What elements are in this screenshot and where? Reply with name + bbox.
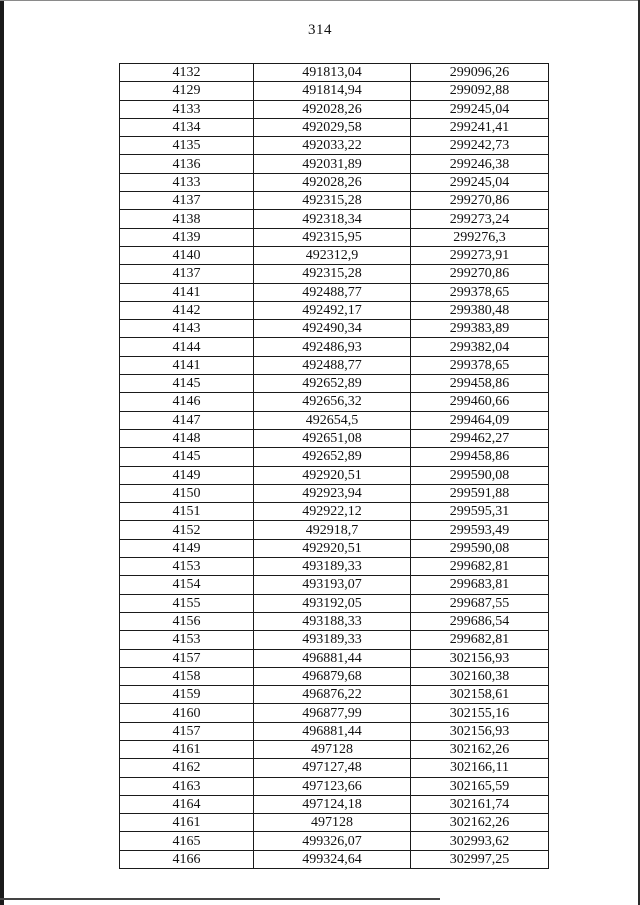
y-coordinate-cell: 302155,16 xyxy=(411,704,549,722)
y-coordinate-cell: 302162,26 xyxy=(411,740,549,758)
y-coordinate-cell: 299683,81 xyxy=(411,576,549,594)
point-number-cell: 4158 xyxy=(120,667,254,685)
table-row xyxy=(120,722,549,740)
table-row xyxy=(120,832,549,850)
y-coordinate-cell: 299458,86 xyxy=(411,375,549,393)
table-row xyxy=(120,192,549,210)
x-coordinate-cell: 496881,44 xyxy=(254,649,411,667)
x-coordinate-cell: 492031,89 xyxy=(254,155,411,173)
x-coordinate-cell: 496879,68 xyxy=(254,667,411,685)
point-number-cell: 4145 xyxy=(120,448,254,466)
y-coordinate-cell: 299593,49 xyxy=(411,521,549,539)
y-coordinate-cell: 299270,86 xyxy=(411,192,549,210)
y-coordinate-cell: 302165,59 xyxy=(411,777,549,795)
point-number-cell: 4133 xyxy=(120,173,254,191)
table-row xyxy=(120,265,549,283)
point-number-cell: 4136 xyxy=(120,155,254,173)
table-row xyxy=(120,137,549,155)
y-coordinate-cell: 299245,04 xyxy=(411,173,549,191)
table-row xyxy=(120,704,549,722)
point-number-cell: 4164 xyxy=(120,795,254,813)
point-number-cell: 4141 xyxy=(120,283,254,301)
point-number-cell: 4153 xyxy=(120,558,254,576)
x-coordinate-cell: 493189,33 xyxy=(254,631,411,649)
table-row xyxy=(120,393,549,411)
point-number-cell: 4157 xyxy=(120,649,254,667)
y-coordinate-cell: 299245,04 xyxy=(411,100,549,118)
point-number-cell: 4165 xyxy=(120,832,254,850)
y-coordinate-cell: 299380,48 xyxy=(411,301,549,319)
x-coordinate-cell: 499324,64 xyxy=(254,850,411,868)
table-row xyxy=(120,320,549,338)
table-row xyxy=(120,411,549,429)
point-number-cell: 4149 xyxy=(120,539,254,557)
x-coordinate-cell: 497123,66 xyxy=(254,777,411,795)
x-coordinate-cell: 492318,34 xyxy=(254,210,411,228)
point-number-cell: 4166 xyxy=(120,850,254,868)
x-coordinate-cell: 493192,05 xyxy=(254,594,411,612)
table-row xyxy=(120,558,549,576)
table-row xyxy=(120,594,549,612)
table-row xyxy=(120,539,549,557)
x-coordinate-cell: 492315,95 xyxy=(254,228,411,246)
point-number-cell: 4141 xyxy=(120,356,254,374)
table-row xyxy=(120,686,549,704)
point-number-cell: 4143 xyxy=(120,320,254,338)
point-number-cell: 4161 xyxy=(120,814,254,832)
y-coordinate-cell: 299273,91 xyxy=(411,246,549,264)
point-number-cell: 4148 xyxy=(120,429,254,447)
point-number-cell: 4140 xyxy=(120,246,254,264)
coordinates-table xyxy=(119,63,549,869)
table-row xyxy=(120,210,549,228)
table-row xyxy=(120,64,549,82)
point-number-cell: 4146 xyxy=(120,393,254,411)
point-number-cell: 4133 xyxy=(120,100,254,118)
x-coordinate-cell: 492312,9 xyxy=(254,246,411,264)
point-number-cell: 4154 xyxy=(120,576,254,594)
point-number-cell: 4137 xyxy=(120,265,254,283)
page-top-edge xyxy=(0,0,640,1)
x-coordinate-cell: 492652,89 xyxy=(254,448,411,466)
y-coordinate-cell: 299276,3 xyxy=(411,228,549,246)
table-row xyxy=(120,375,549,393)
table-row xyxy=(120,100,549,118)
x-coordinate-cell: 492654,5 xyxy=(254,411,411,429)
table-row xyxy=(120,521,549,539)
point-number-cell: 4142 xyxy=(120,301,254,319)
y-coordinate-cell: 302993,62 xyxy=(411,832,549,850)
y-coordinate-cell: 302156,93 xyxy=(411,722,549,740)
table-row xyxy=(120,631,549,649)
point-number-cell: 4134 xyxy=(120,118,254,136)
point-number-cell: 4129 xyxy=(120,82,254,100)
x-coordinate-cell: 493188,33 xyxy=(254,612,411,630)
y-coordinate-cell: 299682,81 xyxy=(411,558,549,576)
y-coordinate-cell: 299686,54 xyxy=(411,612,549,630)
point-number-cell: 4163 xyxy=(120,777,254,795)
y-coordinate-cell: 299462,27 xyxy=(411,429,549,447)
y-coordinate-cell: 299241,41 xyxy=(411,118,549,136)
y-coordinate-cell: 299590,08 xyxy=(411,539,549,557)
point-number-cell: 4160 xyxy=(120,704,254,722)
x-coordinate-cell: 497128 xyxy=(254,814,411,832)
table-row xyxy=(120,649,549,667)
point-number-cell: 4150 xyxy=(120,484,254,502)
x-coordinate-cell: 491813,04 xyxy=(254,64,411,82)
table-row xyxy=(120,466,549,484)
x-coordinate-cell: 492486,93 xyxy=(254,338,411,356)
y-coordinate-cell: 302158,61 xyxy=(411,686,549,704)
point-number-cell: 4159 xyxy=(120,686,254,704)
y-coordinate-cell: 299092,88 xyxy=(411,82,549,100)
table-row xyxy=(120,667,549,685)
x-coordinate-cell: 492651,08 xyxy=(254,429,411,447)
table-row xyxy=(120,612,549,630)
point-number-cell: 4161 xyxy=(120,740,254,758)
y-coordinate-cell: 299382,04 xyxy=(411,338,549,356)
table-row xyxy=(120,246,549,264)
y-coordinate-cell: 302160,38 xyxy=(411,667,549,685)
point-number-cell: 4152 xyxy=(120,521,254,539)
x-coordinate-cell: 492028,26 xyxy=(254,173,411,191)
y-coordinate-cell: 299246,38 xyxy=(411,155,549,173)
x-coordinate-cell: 492028,26 xyxy=(254,100,411,118)
y-coordinate-cell: 302997,25 xyxy=(411,850,549,868)
x-coordinate-cell: 492492,17 xyxy=(254,301,411,319)
y-coordinate-cell: 299590,08 xyxy=(411,466,549,484)
point-number-cell: 4144 xyxy=(120,338,254,356)
table-row xyxy=(120,448,549,466)
y-coordinate-cell: 299383,89 xyxy=(411,320,549,338)
table-row xyxy=(120,155,549,173)
point-number-cell: 4132 xyxy=(120,64,254,82)
x-coordinate-cell: 492029,58 xyxy=(254,118,411,136)
x-coordinate-cell: 492652,89 xyxy=(254,375,411,393)
table-row xyxy=(120,228,549,246)
x-coordinate-cell: 497124,18 xyxy=(254,795,411,813)
point-number-cell: 4151 xyxy=(120,503,254,521)
y-coordinate-cell: 299273,24 xyxy=(411,210,549,228)
x-coordinate-cell: 492033,22 xyxy=(254,137,411,155)
x-coordinate-cell: 496877,99 xyxy=(254,704,411,722)
x-coordinate-cell: 496881,44 xyxy=(254,722,411,740)
table-row xyxy=(120,777,549,795)
y-coordinate-cell: 302156,93 xyxy=(411,649,549,667)
y-coordinate-cell: 299595,31 xyxy=(411,503,549,521)
y-coordinate-cell: 299460,66 xyxy=(411,393,549,411)
table-row xyxy=(120,850,549,868)
table-row xyxy=(120,338,549,356)
x-coordinate-cell: 492488,77 xyxy=(254,283,411,301)
x-coordinate-cell: 492918,7 xyxy=(254,521,411,539)
point-number-cell: 4149 xyxy=(120,466,254,484)
point-number-cell: 4156 xyxy=(120,612,254,630)
y-coordinate-cell: 299270,86 xyxy=(411,265,549,283)
x-coordinate-cell: 493193,07 xyxy=(254,576,411,594)
x-coordinate-cell: 491814,94 xyxy=(254,82,411,100)
table-row xyxy=(120,173,549,191)
x-coordinate-cell: 499326,07 xyxy=(254,832,411,850)
point-number-cell: 4145 xyxy=(120,375,254,393)
x-coordinate-cell: 492656,32 xyxy=(254,393,411,411)
table-row xyxy=(120,283,549,301)
table-row xyxy=(120,759,549,777)
y-coordinate-cell: 299378,65 xyxy=(411,283,549,301)
table-row xyxy=(120,484,549,502)
point-number-cell: 4138 xyxy=(120,210,254,228)
x-coordinate-cell: 492488,77 xyxy=(254,356,411,374)
point-number-cell: 4137 xyxy=(120,192,254,210)
table-row xyxy=(120,82,549,100)
y-coordinate-cell: 299591,88 xyxy=(411,484,549,502)
x-coordinate-cell: 497128 xyxy=(254,740,411,758)
y-coordinate-cell: 299682,81 xyxy=(411,631,549,649)
table-row xyxy=(120,356,549,374)
x-coordinate-cell: 492920,51 xyxy=(254,466,411,484)
point-number-cell: 4139 xyxy=(120,228,254,246)
point-number-cell: 4147 xyxy=(120,411,254,429)
y-coordinate-cell: 299464,09 xyxy=(411,411,549,429)
y-coordinate-cell: 299458,86 xyxy=(411,448,549,466)
page-number: 314 xyxy=(308,22,332,38)
coordinates-table-body xyxy=(120,64,549,869)
point-number-cell: 4153 xyxy=(120,631,254,649)
x-coordinate-cell: 492490,34 xyxy=(254,320,411,338)
y-coordinate-cell: 299096,26 xyxy=(411,64,549,82)
table-row xyxy=(120,429,549,447)
x-coordinate-cell: 492315,28 xyxy=(254,192,411,210)
y-coordinate-cell: 299687,55 xyxy=(411,594,549,612)
point-number-cell: 4162 xyxy=(120,759,254,777)
table-row xyxy=(120,301,549,319)
x-coordinate-cell: 492922,12 xyxy=(254,503,411,521)
point-number-cell: 4157 xyxy=(120,722,254,740)
x-coordinate-cell: 492920,51 xyxy=(254,539,411,557)
page-left-edge xyxy=(0,0,4,905)
x-coordinate-cell: 497127,48 xyxy=(254,759,411,777)
table-row xyxy=(120,503,549,521)
table-row xyxy=(120,795,549,813)
x-coordinate-cell: 492315,28 xyxy=(254,265,411,283)
x-coordinate-cell: 492923,94 xyxy=(254,484,411,502)
y-coordinate-cell: 302162,26 xyxy=(411,814,549,832)
x-coordinate-cell: 496876,22 xyxy=(254,686,411,704)
table-row xyxy=(120,576,549,594)
point-number-cell: 4135 xyxy=(120,137,254,155)
page-bottom-edge xyxy=(0,898,440,900)
y-coordinate-cell: 302161,74 xyxy=(411,795,549,813)
y-coordinate-cell: 299378,65 xyxy=(411,356,549,374)
y-coordinate-cell: 302166,11 xyxy=(411,759,549,777)
table-row xyxy=(120,740,549,758)
table-row xyxy=(120,118,549,136)
point-number-cell: 4155 xyxy=(120,594,254,612)
table-row xyxy=(120,814,549,832)
y-coordinate-cell: 299242,73 xyxy=(411,137,549,155)
x-coordinate-cell: 493189,33 xyxy=(254,558,411,576)
